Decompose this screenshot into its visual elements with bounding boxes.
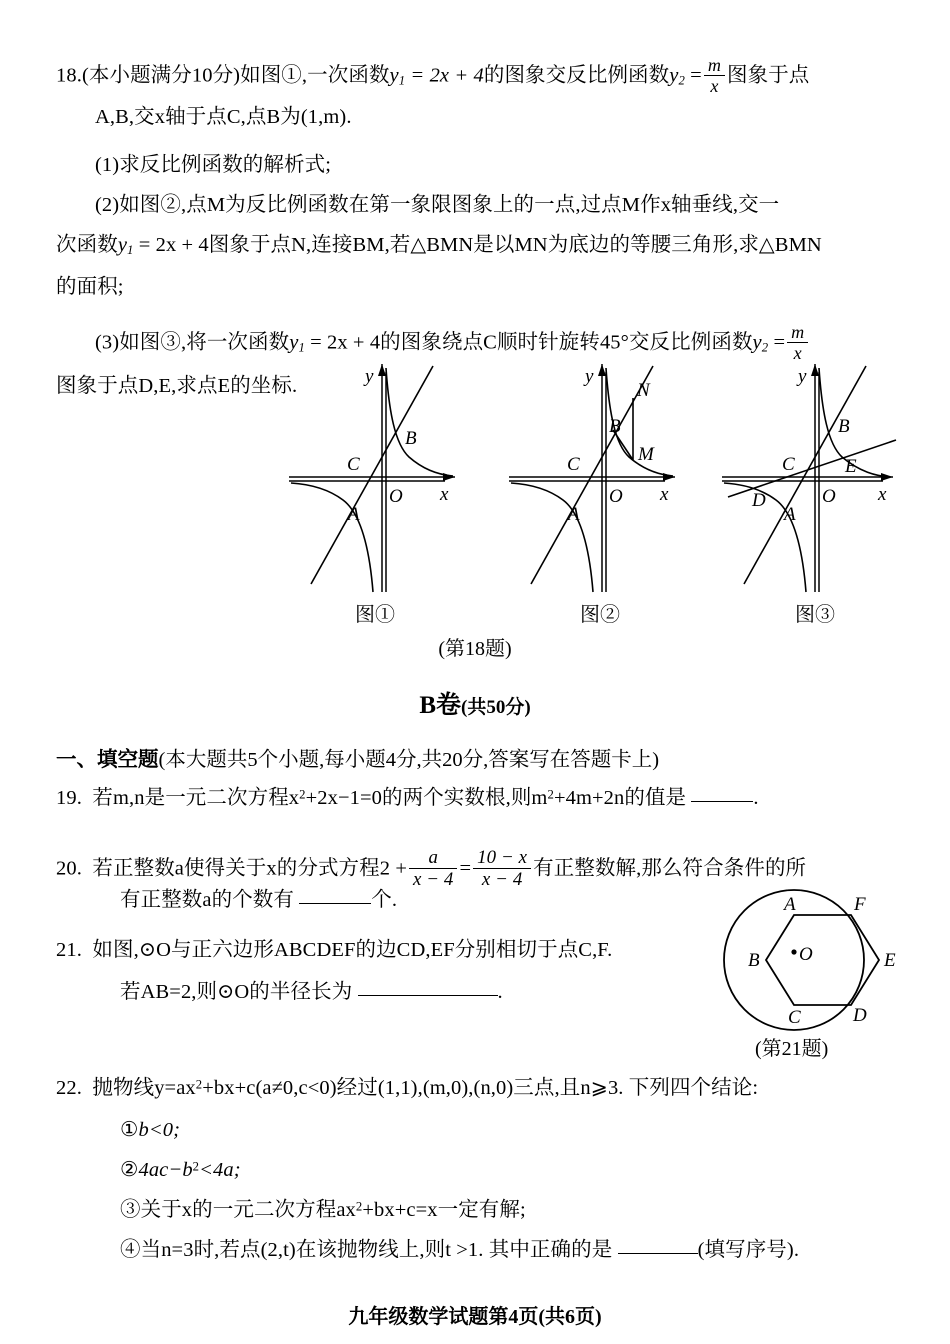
problem-22-line1-a: 抛物线y=ax (92, 1077, 196, 1099)
problem-18-line-1 (56, 56, 809, 98)
problem-19-sup-1: 2 (299, 787, 306, 802)
problem-19-sup-2: 2 (547, 787, 554, 802)
problem-22-item-3-marker: ③ (120, 1199, 141, 1221)
problem-19-text-a: 若m,n是一元二次方程x (92, 787, 300, 809)
problem-21-number: 21. (56, 939, 82, 961)
figure-2-label-N: N (637, 380, 650, 401)
figure-2-label-y: y (585, 366, 594, 387)
figure-1-label-y: y (365, 366, 374, 387)
problem-19-answer-blank[interactable] (691, 801, 753, 802)
problem-18-y2-sub: 2 (678, 73, 685, 88)
problem-22-item-1 (120, 1120, 180, 1141)
figure-2-caption: 图② (580, 604, 620, 626)
fill-in-section-detail: (本大题共5个小题,每小题4分,共20分,答案写在答题卡上) (158, 749, 660, 771)
figure-3-label-x: x (878, 484, 887, 505)
fill-in-section-label: 一、填空题 (56, 749, 159, 771)
fraction-denominator: x (710, 76, 719, 97)
problem-20-line1-a: 若正整数a使得关于x的分式方程2 + (92, 857, 407, 880)
problem-18-part-3-line-2 (56, 376, 297, 397)
problem-18-part3-line1-a: (3)如图③,将一次函数 (95, 331, 290, 354)
problem-18-part1-text: (1)求反比例函数的解析式; (95, 154, 331, 176)
problem-22-item-3 (120, 1200, 526, 1221)
problem-18-part-2-line-3 (56, 277, 124, 298)
figure-3-label-B: B (838, 416, 850, 437)
problem-22-item-1-text-a: b<0; (138, 1119, 181, 1141)
problem-21-caption: (第21题) (755, 1038, 829, 1060)
problem-18-part2-y1-sub: 1 (127, 243, 134, 258)
problem-20-line1-b: 有正整数解,那么符合条件的所 (533, 857, 807, 880)
problem-22-item-3-sup: 2 (355, 1199, 363, 1214)
problem-18-part3-line1-b: = 2x + 4的图象绕点C顺时针旋转45°交反比例函数 (310, 331, 753, 354)
fraction-a-over-x-minus-4 (409, 847, 457, 890)
figure-1-label-B: B (405, 428, 417, 449)
figure-2-label-O: O (609, 486, 623, 507)
figure-1-label-O: O (389, 486, 403, 507)
problem-22-item-2 (120, 1160, 241, 1181)
fraction-20-2-numerator: 10 − x (473, 847, 531, 869)
figure-3-label-O: O (822, 486, 836, 507)
problem-18-y1-sub: 1 (398, 73, 406, 88)
problem-22-item-2-sup: 2 (192, 1159, 200, 1174)
problem-22-item-2-text-a: 4ac−b (138, 1159, 193, 1181)
fraction-20-1-numerator: a (409, 847, 457, 869)
page-footer: 九年级数学试题第4页(共6页) (348, 1306, 602, 1328)
figure-21-label-C: C (788, 1007, 801, 1028)
problem-22-sup-1: 2 (195, 1077, 203, 1092)
problem-18-part3-y2-sub: 2 (761, 340, 769, 355)
problem-20-answer-blank[interactable] (299, 903, 371, 904)
problem-21-line2-a: 若AB=2,则⊙O的半径长为 (120, 981, 353, 1003)
problem-18-part2-y1: y (117, 234, 128, 256)
problem-21-line2-b: . (497, 981, 503, 1003)
problem-18-line1-text-c: 图象于点 (727, 64, 810, 87)
fraction-m-over-x (704, 55, 725, 97)
problem-18-part3-eq-sign: = (773, 331, 786, 354)
problem-20-number: 20. (56, 857, 82, 880)
figure-2-label-A: A (568, 504, 580, 525)
problem-18-line2-text: A,B,交x轴于点C,点B为(1,m). (95, 106, 352, 128)
problem-18-line1-eq: = 2x + 4 (410, 64, 484, 87)
problem-19 (56, 788, 759, 809)
problem-18-line-2 (95, 107, 352, 128)
figure-21-label-O: O (799, 944, 813, 965)
figure-3-label-y: y (798, 366, 807, 387)
figure-1-caption: 图① (355, 604, 395, 626)
problem-18-part2-line3-text: 的面积; (56, 276, 124, 298)
problem-19-text-c: +4m+2n的值是 (553, 787, 687, 809)
problem-18-eq-sign: = (690, 64, 702, 87)
problem-18-number: 18. (56, 64, 82, 87)
problem-18-part2-line2-a: 次函数 (56, 234, 118, 256)
figure-21-label-F: F (854, 894, 866, 915)
problem-22-number: 22. (56, 1077, 82, 1099)
figure-1-label-A: A (348, 504, 360, 525)
problem-20-equals: = (459, 857, 472, 880)
problem-21-line-2 (120, 982, 503, 1003)
fraction-numerator: m (704, 55, 725, 76)
problem-18-part2-line1-text: (2)如图②,点M为反比例函数在第一象限图象上的一点,过点M作x轴垂线,交一 (95, 194, 780, 216)
problem-22-line1-b: +bx+c(a≠0,c<0)经过(1,1),(m,0),(n,0)三点,且n⩾3. 下列四个结论: (202, 1077, 759, 1099)
figure-21-circle-hexagon (706, 884, 921, 1044)
problem-22-item-4-text-b: (填写序号). (697, 1239, 800, 1261)
figure-2-label-M: M (638, 444, 654, 465)
figure-3-graph (718, 352, 923, 602)
figure-1-label-C: C (347, 454, 360, 475)
problem-18-y1: y (389, 64, 399, 87)
problem-18-group-caption: (第18题) (438, 638, 512, 660)
figure-2-label-B: B (609, 416, 621, 437)
problem-22-item-3-text-b: +bx+c=x一定有解; (362, 1199, 526, 1221)
figure-3-label-D: D (752, 490, 766, 511)
problem-20-line2-b: 个. (371, 889, 398, 911)
figure-1-graph (285, 352, 485, 602)
problem-18-part-2-line-1 (95, 195, 779, 216)
figure-3-label-C: C (782, 454, 795, 475)
problem-18-y2: y (669, 64, 679, 87)
fraction-numerator-2: m (787, 322, 808, 343)
problem-18-part3-line2-text: 图象于点D,E,求点E的坐标. (56, 375, 298, 397)
fraction-20-2-denominator: x − 4 (481, 868, 523, 890)
problem-21-line1-text: 如图,⊙O与正六边形ABCDEF的边CD,EF分别相切于点C,F. (92, 939, 613, 961)
problem-22-answer-blank[interactable] (618, 1253, 698, 1254)
problem-18-part-2-line-2 (56, 235, 822, 257)
problem-19-number: 19. (56, 787, 82, 809)
figure-3-label-E: E (845, 456, 857, 477)
problem-22-item-4 (120, 1240, 799, 1261)
section-b-title-main: B卷 (419, 692, 462, 719)
section-b-title (0, 685, 950, 721)
problem-20-line-2 (120, 890, 397, 911)
problem-18-line1-text-b: 的图象交反比例函数 (483, 64, 670, 87)
problem-22-item-4-text-a: 当n=3时,若点(2,t)在该抛物线上,则t >1. 其中正确的是 (140, 1239, 613, 1261)
problem-19-text-d: . (753, 787, 759, 809)
problem-22-line-1 (56, 1078, 758, 1099)
fraction-20-1-denominator: x − 4 (412, 868, 454, 890)
problem-18-part-1 (95, 155, 331, 176)
problem-22-item-2-marker: ② (120, 1159, 139, 1181)
section-b-title-sub: (共50分) (461, 697, 531, 718)
problem-21-answer-blank[interactable] (358, 995, 498, 996)
problem-22-item-1-marker: ① (120, 1119, 139, 1141)
figure-21-label-E: E (884, 950, 896, 971)
figure-21-label-D: D (853, 1005, 867, 1026)
problem-22-item-2-text-b: <4a; (199, 1159, 241, 1181)
problem-19-text-b: +2x−1=0的两个实数根,则m (305, 787, 548, 809)
problem-18-part2-line2-b: = 2x + 4图象于点N,连接BM,若△BMN是以MN为底边的等腰三角形,求△BMN (138, 234, 822, 256)
problem-22-item-3-text-a: 关于x的一元二次方程ax (140, 1199, 356, 1221)
figure-2-graph (505, 352, 705, 602)
problem-20-line2-a: 有正整数a的个数有 (120, 889, 294, 911)
figure-21-label-A: A (784, 894, 796, 915)
figure-21-label-B: B (748, 950, 760, 971)
figure-1-label-x: x (440, 484, 449, 505)
figure-3-caption: 图③ (795, 604, 835, 626)
problem-18-part3-y1-sub: 1 (298, 340, 305, 355)
fill-in-section-heading (56, 742, 659, 772)
figure-2-label-C: C (567, 454, 580, 475)
problem-20-line-1 (56, 848, 806, 891)
figure-3-label-A: A (784, 504, 796, 525)
fraction-10-minus-x-over-x-minus-4 (473, 847, 531, 890)
problem-18-part3-y2: y (752, 331, 762, 354)
problem-22-item-4-marker: ④ (120, 1239, 141, 1261)
fraction-denominator-2: x (793, 343, 802, 364)
figure-2-label-x: x (660, 484, 669, 505)
problem-18-line1-text-a: (本小题满分10分)如图①,一次函数 (81, 64, 390, 87)
problem-21-line-1 (56, 940, 612, 961)
problem-18-part3-y1: y (289, 331, 299, 354)
